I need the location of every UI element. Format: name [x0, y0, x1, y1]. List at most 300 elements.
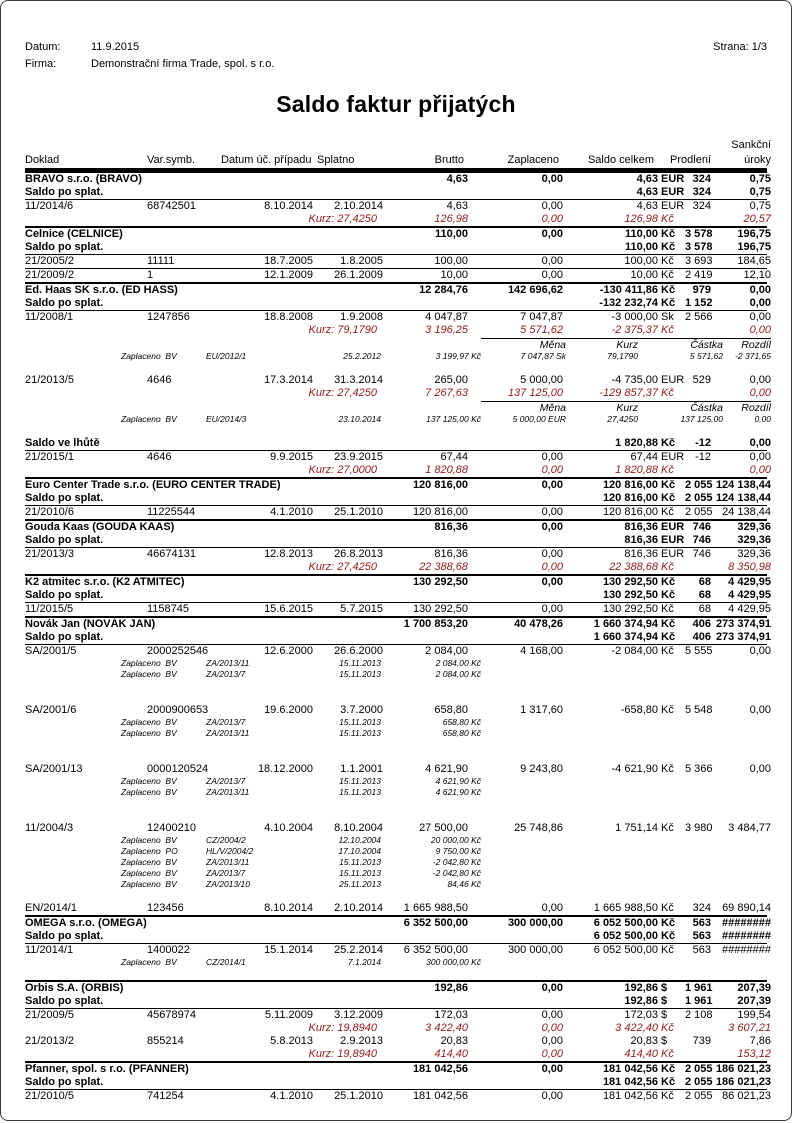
prodleni-value: 2 055: [685, 1090, 713, 1102]
kurz-row: [25, 387, 771, 400]
splatno-value: 3.12.2009: [334, 1009, 383, 1021]
payment-label: Zaplaceno BV: [121, 957, 177, 967]
datum-value: 5.8.2013: [270, 1035, 313, 1047]
brutto-czk-value: 126,98: [434, 213, 468, 225]
splatno-value: 2.10.2014: [334, 200, 383, 212]
prodleni-value: 2 419: [685, 269, 713, 281]
payment-doc-ref: EU/2014/3: [206, 414, 247, 424]
meta-datum: [25, 39, 767, 56]
sankcni-uroky-value: 0,75: [749, 186, 771, 198]
payment-label: Zaplaceno BV: [121, 351, 177, 361]
splatno-value: 1.1.2001: [340, 763, 383, 775]
sankcni-uroky-value: 4 429,95: [728, 603, 771, 615]
brutto-value: 20,83: [440, 1035, 468, 1047]
company-name: K2 atmitec s.r.o. (K2 ATMITEC): [25, 576, 185, 588]
company-row: [25, 574, 771, 589]
zaplaceno-value: 0,00: [541, 451, 563, 463]
zaplaceno-value: 0,00: [541, 269, 563, 281]
sankcni-uroky-value: 0,75: [749, 173, 771, 185]
currency-code: $: [661, 995, 668, 1007]
currency-code: $: [661, 982, 668, 994]
brutto-value: 110,00: [434, 228, 468, 240]
sankcni-uroky-value: 186 021,23: [715, 1076, 771, 1088]
kurz-row: [25, 561, 771, 574]
doklad-value: 11/2014/6: [25, 200, 74, 212]
company-row: [25, 226, 771, 241]
spacer: [25, 692, 767, 704]
prodleni-value: 563: [692, 917, 711, 929]
zaplaceno-value: 0,00: [541, 255, 563, 267]
var-symb-value: 2000252546: [147, 645, 209, 657]
saldo-value: 1 751,14: [615, 822, 658, 834]
spacer: [25, 751, 767, 763]
saldo-value: 110,00: [624, 241, 658, 253]
payment-label: Zaplaceno BV: [121, 868, 177, 878]
currency-code: Kč: [661, 618, 676, 630]
saldo-value: -658,80: [620, 704, 658, 716]
splatno-value: 2.9.2013: [340, 1035, 383, 1047]
spacer: [25, 890, 767, 902]
zaplaceno-czk-value: 0,00: [541, 1048, 563, 1060]
payment-doc-ref: CZ/2004/2: [206, 835, 246, 845]
invoice-row: [25, 603, 771, 616]
sankcni-uroky-value: 7,86: [749, 1035, 771, 1047]
datum-label: Datum:: [25, 41, 61, 53]
saldo-summary-row: [25, 589, 771, 603]
saldo-summary-row: [25, 1076, 771, 1090]
payment-doc-ref: ZA/2013/11: [206, 787, 250, 797]
zaplaceno-value: 0,00: [541, 506, 563, 518]
strana-value: 1/3: [751, 41, 767, 53]
zaplaceno-value: 0,00: [541, 902, 563, 914]
company-name: Orbis S.A. (ORBIS): [25, 982, 124, 994]
col-saldo: Saldo celkem: [587, 154, 654, 166]
prodleni-value: 3 578: [685, 241, 713, 253]
brutto-value: 4,63: [446, 173, 468, 185]
payment-col-mena: Měna: [481, 401, 566, 414]
table-header-cols: [25, 152, 771, 171]
payment-date: 15.11.2013: [339, 776, 381, 786]
sankcni-uroky-value: 3 484,77: [728, 822, 771, 834]
invoice-row: [25, 451, 771, 464]
doklad-value: 11/2015/5: [25, 603, 74, 615]
zaplaceno-value: 0,00: [541, 200, 563, 212]
currency-code: $: [661, 1009, 668, 1021]
currency-code: EUR: [661, 521, 685, 533]
payment-castka-value: 5 571,62: [689, 351, 723, 361]
prodleni-value: 3 980: [685, 822, 713, 834]
prodleni-value: 529: [692, 374, 711, 386]
prodleni-value: 2 108: [685, 1009, 713, 1021]
currency-code: EUR: [661, 374, 685, 386]
datum-value: 8.10.2014: [264, 200, 313, 212]
sankcni-uroky-value: 0,00: [749, 297, 771, 309]
zaplaceno-value: 0,00: [541, 576, 563, 588]
sankcni-uroky-value: 0,00: [749, 645, 771, 657]
payment-col-kurz: Kurz: [566, 401, 638, 414]
currency-code: Kč: [661, 241, 676, 253]
saldo-summary-row: [25, 930, 771, 944]
saldo-summary-row: [25, 631, 771, 645]
datum-value: 9.9.2015: [270, 451, 313, 463]
payment-label: Zaplaceno BV: [121, 879, 177, 889]
zaplaceno-value: 9 243,80: [520, 763, 563, 775]
zaplaceno-value: 0,00: [541, 1035, 563, 1047]
company-name: Novák Jan (NOVÁK JAN): [25, 618, 156, 630]
prodleni-value: 1 152: [685, 297, 713, 309]
zaplaceno-value: 0,00: [541, 1063, 563, 1075]
company-row: [25, 980, 771, 995]
payment-col-castka: Částka: [638, 338, 723, 351]
payment-date: 17.10.2004: [338, 846, 381, 856]
invoice-row: [25, 822, 771, 835]
saldo-summary-label: Saldo po splat.: [25, 589, 104, 601]
sankcni-uroky-value: 0,75: [749, 200, 771, 212]
payment-row: [25, 879, 767, 890]
payment-mena-value: 7 047,87 Sk: [520, 351, 566, 361]
kurz-row: [25, 324, 771, 337]
spacer: [25, 680, 767, 692]
sankcni-uroky-czk-value: 3 607,21: [728, 1022, 771, 1034]
var-symb-value: 46674131: [147, 548, 196, 560]
payment-amount: 2 084,00 Kč: [435, 658, 481, 668]
var-symb-value: 0000120524: [147, 763, 209, 775]
saldo-summary-label: Saldo po splat.: [25, 534, 104, 546]
brutto-value: 1 700 853,20: [403, 618, 468, 630]
sankcni-uroky-value: 0,00: [749, 374, 771, 386]
currency-code: Kč: [661, 1076, 676, 1088]
saldo-value: -4 735,00: [611, 374, 658, 386]
spacer: [25, 968, 767, 980]
prodleni-value: 324: [692, 200, 711, 212]
payment-row: [25, 658, 767, 669]
payment-label: Zaplaceno BV: [121, 717, 177, 727]
sankcni-uroky-value: 124 138,44: [715, 479, 771, 491]
company-name: Celnice (CELNICE): [25, 228, 123, 240]
payment-amount: 658,80 Kč: [442, 728, 481, 738]
firma-label: Firma:: [25, 58, 57, 70]
datum-value: 15.6.2015: [264, 603, 313, 615]
splatno-value: 25.1.2010: [334, 1090, 383, 1102]
saldo-summary-label: Saldo po splat.: [25, 297, 104, 309]
zaplaceno-value: 0,00: [541, 548, 563, 560]
payment-date: 15.11.2013: [339, 787, 381, 797]
sankcni-uroky-value: 273 374,91: [715, 631, 771, 643]
currency-code: Kč: [661, 704, 674, 716]
saldo-value: 1 660 374,94: [593, 631, 658, 643]
company-name: Ed. Haas SK s.r.o. (ED HASS): [25, 284, 178, 296]
saldo-value: 181 042,56: [602, 1090, 658, 1102]
doklad-value: 21/2015/1: [25, 451, 74, 463]
currency-code: Kč: [661, 228, 676, 240]
var-symb-value: 741254: [147, 1090, 184, 1102]
prodleni-value: 68: [698, 576, 711, 588]
sankcni-uroky-value: ########: [722, 917, 771, 929]
prodleni-value: 746: [692, 521, 711, 533]
company-name: Euro Center Trade s.r.o. (EURO CENTER TRADE): [25, 479, 281, 491]
payment-row: [25, 846, 767, 857]
saldo-value: 20,83: [630, 1035, 658, 1047]
doklad-value: 21/2010/5: [25, 1090, 74, 1102]
var-symb-value: 2000900653: [147, 704, 209, 716]
payment-mena-value: 5 000,00 EUR: [512, 414, 566, 424]
saldo-value: 10,00: [630, 269, 658, 281]
prodleni-value: 746: [692, 534, 711, 546]
payment-date: 15.11.2013: [339, 717, 381, 727]
zaplaceno-value: 0,00: [541, 1009, 563, 1021]
payment-rozdil-value: -2 371,65: [735, 351, 771, 361]
doklad-value: SA/2001/13: [25, 763, 83, 775]
brutto-czk-value: 7 267,63: [425, 387, 468, 399]
payment-date: 15.11.2013: [339, 868, 381, 878]
payment-date: 7.1.2014: [347, 957, 381, 967]
table-header: [25, 138, 771, 171]
company-name: BRAVO s.r.o. (BRAVO): [25, 173, 142, 185]
invoice-row: [25, 1009, 771, 1022]
payment-label: Zaplaceno BV: [121, 835, 177, 845]
currency-code: Kč: [661, 324, 674, 336]
zaplaceno-value: 0,00: [541, 1090, 563, 1102]
page-title: Saldo faktur přijatých: [276, 91, 516, 117]
sankcni-uroky-value: 12,10: [743, 269, 771, 281]
prodleni-value: 3 693: [685, 255, 713, 267]
sankcni-uroky-czk-value: 20,57: [743, 213, 771, 225]
brutto-value: 816,36: [434, 548, 468, 560]
brutto-value: 1 665 988,50: [403, 902, 468, 914]
var-symb-value: 68742501: [147, 200, 196, 212]
company-row: [25, 171, 771, 186]
invoice-row: [25, 548, 771, 561]
saldo-summary-label: Saldo po splat.: [25, 186, 104, 198]
datum-value: 4.10.2004: [264, 822, 313, 834]
doklad-value: 21/2013/2: [25, 1035, 74, 1047]
currency-code: EUR: [661, 186, 685, 198]
payment-doc-ref: ZA/2013/7: [206, 669, 246, 679]
prodleni-value: 5 548: [685, 704, 713, 716]
splatno-value: 26.1.2009: [334, 269, 383, 281]
brutto-value: 181 042,56: [412, 1090, 468, 1102]
company-row: [25, 477, 771, 492]
zaplaceno-czk-value: 5 571,62: [520, 324, 563, 336]
prodleni-value: 2 055: [685, 492, 713, 504]
payment-row: [25, 835, 767, 846]
prodleni-value: 739: [692, 1035, 711, 1047]
splatno-value: 31.3.2014: [334, 374, 383, 386]
saldo-summary-label: Saldo po splat.: [25, 995, 104, 1007]
payment-doc-ref: HL/V/2004/2: [206, 846, 254, 856]
saldo-value: 130 292,50: [602, 576, 658, 588]
company-row: [25, 519, 771, 534]
datum-value: 18.7.2005: [264, 255, 313, 267]
sankcni-uroky-czk-value: 0,00: [749, 464, 771, 476]
spacer: [25, 362, 767, 374]
payment-label: Zaplaceno BV: [121, 669, 177, 679]
sankcni-uroky-value: 4 429,95: [728, 589, 771, 601]
saldo-value: 816,36: [624, 521, 658, 533]
prodleni-value: 1 961: [685, 982, 713, 994]
splatno-value: 8.10.2004: [334, 822, 383, 834]
datum-value: 5.11.2009: [264, 1009, 313, 1021]
saldo-czk-value: 414,40: [624, 1048, 658, 1060]
sankcni-uroky-value: 329,36: [737, 548, 771, 560]
spacer: [25, 425, 767, 437]
var-symb-value: 11225544: [147, 506, 196, 518]
saldo-value: 4,63: [636, 173, 658, 185]
zaplaceno-value: 0,00: [541, 228, 563, 240]
payment-doc-ref: ZA/2013/7: [206, 868, 246, 878]
brutto-value: 172,03: [434, 1009, 468, 1021]
doklad-value: 11/2014/1: [25, 944, 74, 956]
sankcni-uroky-czk-value: 153,12: [737, 1048, 771, 1060]
currency-code: $: [661, 1035, 668, 1047]
doklad-value: 21/2013/3: [25, 548, 74, 560]
zaplaceno-czk-value: 0,00: [541, 464, 563, 476]
payment-amount: 658,80 Kč: [442, 717, 481, 727]
saldo-summary-row: [25, 437, 771, 451]
currency-code: Kč: [661, 902, 674, 914]
col-sankcni-top: Sankční: [731, 139, 771, 151]
brutto-value: 816,36: [434, 521, 468, 533]
payment-row: [25, 957, 767, 968]
kurz-row: [25, 464, 771, 477]
payment-row: [25, 717, 767, 728]
brutto-value: 265,00: [434, 374, 468, 386]
payment-doc-ref: ZA/2013/7: [206, 776, 246, 786]
payment-row: [25, 669, 767, 680]
sankcni-uroky-czk-value: 0,00: [749, 387, 771, 399]
zaplaceno-value: 300 000,00: [507, 917, 563, 929]
payment-rozdil-value: 0,00: [754, 414, 771, 424]
prodleni-value: 746: [692, 548, 711, 560]
sankcni-uroky-value: 86 021,23: [722, 1090, 771, 1102]
var-symb-value: 1158745: [147, 603, 190, 615]
strana-label: Strana:: [713, 41, 749, 53]
doklad-value: SA/2001/5: [25, 645, 77, 657]
saldo-summary-label: Saldo po splat.: [25, 492, 104, 504]
sankcni-uroky-czk-value: 0,00: [749, 324, 771, 336]
company-row: [25, 915, 771, 930]
sankcni-uroky-value: 0,00: [749, 704, 771, 716]
payment-label: Zaplaceno BV: [121, 414, 177, 424]
zaplaceno-value: 4 168,00: [520, 645, 563, 657]
saldo-value: 4,63: [636, 186, 658, 198]
payment-label: Zaplaceno BV: [121, 857, 177, 867]
var-symb-value: 1400022: [147, 944, 190, 956]
sankcni-uroky-value: 196,75: [737, 241, 771, 253]
brutto-czk-value: 1 820,88: [425, 464, 468, 476]
prodleni-value: 324: [692, 173, 711, 185]
brutto-value: 27 500,00: [419, 822, 468, 834]
payment-col-rozdil: Rozdíl: [723, 401, 771, 414]
brutto-value: 120 816,00: [412, 479, 468, 491]
brutto-value: 10,00: [440, 269, 468, 281]
payment-label: Zaplaceno BV: [121, 776, 177, 786]
brutto-value: 12 284,76: [419, 284, 468, 296]
prodleni-value: 563: [692, 944, 711, 956]
payment-row: [25, 351, 771, 362]
kurz-label: Kurz: 19,8940: [308, 1022, 377, 1034]
invoice-row: [25, 200, 771, 213]
payment-col-castka: Částka: [638, 401, 723, 414]
col-datum: Datum úč. případu: [221, 154, 312, 166]
saldo-summary-row: [25, 241, 771, 255]
prodleni-value: 5 366: [685, 763, 713, 775]
zaplaceno-value: 0,00: [541, 521, 563, 533]
currency-code: EUR: [661, 200, 685, 212]
zaplaceno-czk-value: 0,00: [541, 213, 563, 225]
prodleni-value: 324: [692, 186, 711, 198]
company-row: [25, 616, 771, 631]
saldo-value: 6 052 500,00: [593, 917, 658, 929]
kurz-label: Kurz: 79,1790: [308, 324, 377, 336]
saldo-value: -3 000,00: [611, 311, 658, 323]
payment-row: [25, 857, 767, 868]
datum-value: 11.9.2015: [91, 41, 140, 53]
splatno-value: 26.8.2013: [334, 548, 383, 560]
saldo-summary-row: [25, 297, 771, 311]
brutto-value: 100,00: [434, 255, 468, 267]
payment-date: 15.11.2013: [339, 669, 381, 679]
sankcni-uroky-value: 207,39: [737, 982, 771, 994]
payment-row: [25, 868, 767, 879]
currency-code: Kč: [661, 561, 674, 573]
payment-doc-ref: ZA/2013/11: [206, 857, 250, 867]
currency-code: Sk: [661, 311, 674, 323]
kurz-row: [25, 1048, 771, 1061]
datum-value: 19.6.2000: [264, 704, 313, 716]
invoice-row: [25, 944, 771, 957]
col-brutto: Brutto: [434, 154, 464, 166]
zaplaceno-value: 5 000,00: [520, 374, 563, 386]
prodleni-value: 324: [692, 902, 711, 914]
saldo-value: 6 052 500,00: [593, 944, 658, 956]
payment-doc-ref: CZ/2014/1: [206, 957, 246, 967]
payment-date: 15.11.2013: [339, 728, 381, 738]
zaplaceno-value: 0,00: [541, 173, 563, 185]
meta-firma: [25, 56, 767, 73]
payment-col-kurz: Kurz: [566, 338, 638, 351]
currency-code: EUR: [661, 451, 685, 463]
payment-amount: -2 042,80 Kč: [432, 857, 481, 867]
saldo-czk-value: -129 857,37: [599, 387, 658, 399]
col-doklad: Doklad: [25, 154, 60, 166]
saldo-value: -2 084,00: [611, 645, 658, 657]
payment-amount: 9 750,00 Kč: [435, 846, 481, 856]
splatno-value: 23.9.2015: [334, 451, 383, 463]
saldo-value: 120 816,00: [602, 492, 658, 504]
currency-code: EUR: [661, 534, 685, 546]
payment-amount: 137 125,00 Kč: [426, 414, 481, 424]
invoice-row: [25, 704, 771, 717]
company-row: [25, 282, 771, 297]
zaplaceno-czk-value: 137 125,00: [507, 387, 563, 399]
prodleni-value: 2 055: [685, 479, 713, 491]
saldo-value: -132 232,74: [599, 297, 658, 309]
saldo-value: 1 660 374,94: [593, 618, 658, 630]
prodleni-value: -12: [695, 437, 711, 449]
brutto-czk-value: 3 196,25: [425, 324, 468, 336]
splatno-value: 5.7.2015: [340, 603, 383, 615]
report-rows: [25, 171, 771, 1103]
brutto-value: 130 292,50: [412, 576, 468, 588]
prodleni-value: 406: [692, 618, 711, 630]
kurz-label: Kurz: 27,4250: [308, 387, 377, 399]
doklad-value: 21/2005/2: [25, 255, 74, 267]
payment-amount: 300 000,00 Kč: [426, 957, 481, 967]
payment-date: 25.11.2013: [339, 879, 381, 889]
saldo-value: 110,00: [624, 228, 658, 240]
payment-date: 25.2.2012: [343, 351, 381, 361]
